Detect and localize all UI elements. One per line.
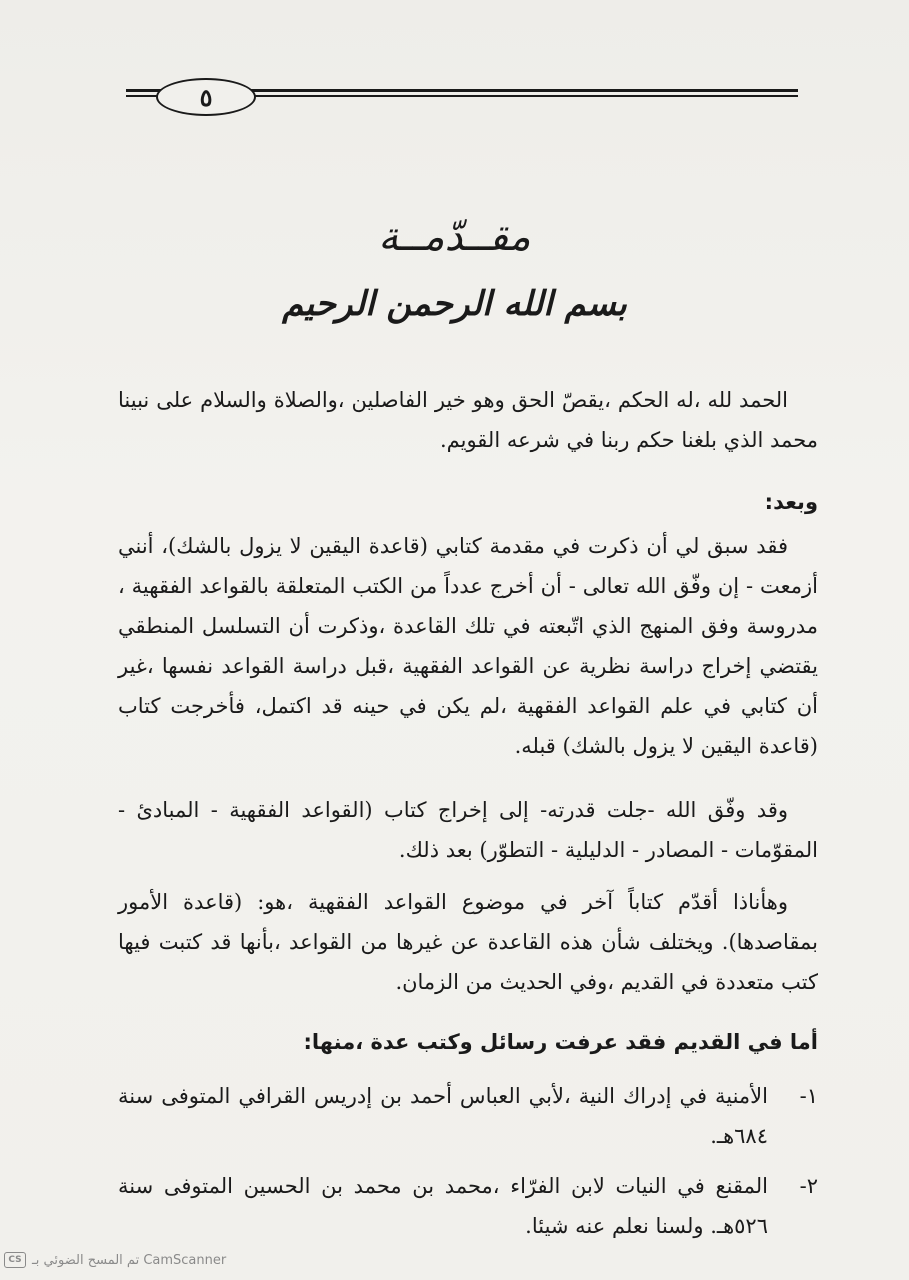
camscanner-logo-icon: CS [4, 1252, 26, 1268]
list-item-number: ٢- [799, 1174, 818, 1198]
list-item-number: ١- [799, 1084, 818, 1108]
basmala: بسم الله الرحمن الرحيم [282, 284, 627, 324]
paragraph-praise: الحمد لله ،له الحكم ،يقصّ الحق وهو خير الفاصلين ،والصلاة والسلام على نبينا محمد الذي بلغنا حكم ربنا في شرعه القويم. [118, 388, 818, 452]
heading-wa-baad: وبعد: [764, 490, 818, 514]
camscanner-watermark [4, 1248, 226, 1272]
list-item-text: المقنع في النيات لابن الفرّاء ،محمد بن محمد بن الحسين المتوفى سنة ٥٢٦هـ. ولسنا نعلم عنه شيئا. [118, 1174, 768, 1238]
section-title: مقــدّمــة [378, 214, 531, 260]
list-item [118, 1076, 818, 1156]
paragraph-current-book: وهأناذا أقدّم كتاباً آخر في موضوع القواعد الفقهية ،هو: (قاعدة الأمور بمقاصدها). ويختلف شأن هذه القاعدة عن غيرها من القواعد ،بأنها قد كتبت فيها كتب متعددة في القديم ،وفي الحديث من الزمان. [118, 890, 818, 994]
list-item-text: الأمنية في إدراك النية ،لأبي العباس أحمد بن إدريس القرافي المتوفى سنة ٦٨٤هـ. [118, 1084, 768, 1148]
page-header [126, 78, 798, 122]
paragraph-previous-book: وقد وفّق الله -جلت قدرته- إلى إخراج كتاب (القواعد الفقهية - المبادئ - المقوّمات - المصادر - الدليلية - التطوّر) بعد ذلك. [118, 798, 818, 862]
paragraph-intro: فقد سبق لي أن ذكرت في مقدمة كتابي (قاعدة اليقين لا يزول بالشك)، أنني أزمعت - إن وفّق الله تعالى - أن أخرج عدداً من الكتب المتعلقة بالقواعد الفقهية ، مدروسة وفق المنهج الذي اتّبعته في تلك القاعدة ،وذكرت أن التسلسل المنطقي يقتضي إخراج دراسة نظرية عن القواعد الفقهية ،قبل دراسة القواعد نفسها ،غير أن كتابي في علم القواعد الفقهية ،لم يكن في حينه قد اكتمل، فأخرجت كتاب (قاعدة اليقين لا يزول بالشك) قبله. [118, 534, 818, 758]
heading-old-works: أما في القديم فقد عرفت رسائل وكتب عدة ،منها: [303, 1030, 818, 1054]
page-number: ٥ [156, 78, 256, 116]
works-list [118, 1076, 818, 1256]
list-item [118, 1166, 818, 1246]
watermark-text: تم المسح الضوئي بـ CamScanner [32, 1252, 227, 1268]
